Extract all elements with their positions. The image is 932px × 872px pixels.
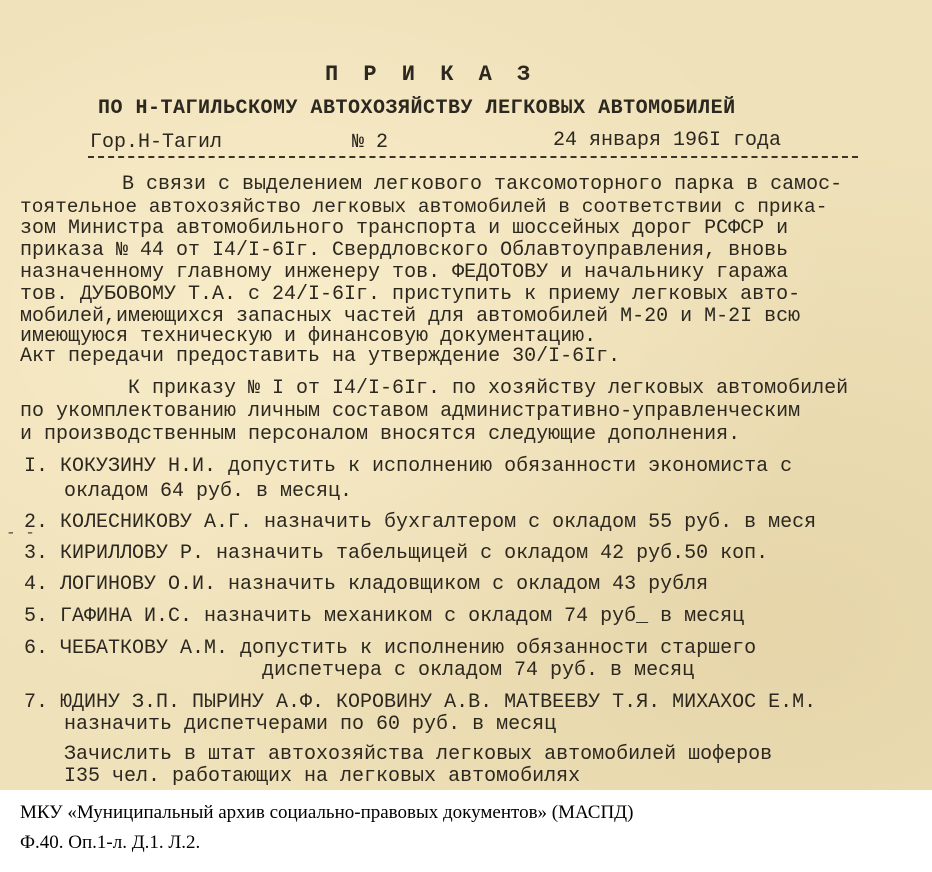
header-separator [88, 156, 858, 158]
para1-line: Акт передачи предоставить на утверждение 30/I-6Iг. [20, 345, 621, 368]
para1-line: приказа № 44 от I4/I-6Iг. Свердловского Облавтоуправления, вновь [20, 239, 789, 262]
para1-line: зом Министра автомобильного транспорта и шоссейных дорог РСФСР и [20, 217, 789, 240]
margin-mark: - - [6, 524, 35, 542]
para1-line: тоятельное автохозяйство легковых автомобилей в соответствии с прика- [20, 196, 828, 218]
para1-line: тов. ДУБОВОМУ Т.А. с 24/I-6Iг. приступить к приему легковых авто- [20, 283, 801, 306]
para2-line: и производственным персоналом вносятся следующие дополнения. [20, 423, 741, 446]
order-item-1-cont: окладом 64 руб. в месяц. [64, 480, 353, 503]
order-item-6-cont: диспетчера с окладом 74 руб. в месяц [262, 659, 695, 682]
order-item-6: 6. ЧЕБАТКОВУ А.М. допустить к исполнению обязанности старшего [24, 637, 757, 660]
order-item-3: 3. КИРИЛЛОВУ Р. назначить табельщицей с окладом 42 руб.50 коп. [24, 542, 769, 565]
para3-line: Зачислить в штат автохозяйства легковых автомобилей шоферов [64, 743, 773, 766]
para2-line: К приказу № I от I4/I-6Iг. по хозяйству легковых автомобилей [128, 377, 849, 400]
order-item-5: 5. ГАФИНА И.С. назначить механиком с окладом 74 руб_ в месяц [24, 605, 745, 628]
para1-line: назначенному главному инженеру тов. ФЕДОТОВУ и начальнику гаража [20, 261, 789, 284]
document-city: Гор.Н-Тагил [90, 131, 223, 154]
para1-line: В связи с выделением легкового таксомоторного парка в самос- [122, 173, 843, 196]
order-item-4: 4. ЛОГИНОВУ О.И. назначить кладовщиком с окладом 43 рубля [24, 573, 709, 596]
para2-line: по укомплектованию личным составом административно-управленческим [20, 400, 801, 423]
document-title: П Р И К А З [325, 62, 537, 87]
order-item-7-cont: назначить диспетчерами по 60 руб. в месяц [64, 713, 557, 736]
order-item-1: I. КОКУЗИНУ Н.И. допустить к исполнению обязанности экономиста с [24, 455, 793, 478]
archive-caption-line1: МКУ «Муниципальный архив социально-правовых документов» (МАСПД) [20, 802, 634, 823]
document-number: № 2 [352, 131, 389, 154]
order-item-2: 2. КОЛЕСНИКОВУ А.Г. назначить бухгалтером с окладом 55 руб. в меся [24, 511, 817, 534]
para1-line: мобилей,имеющихся запасных частей для автомобилей М-20 и М-2I всю [20, 305, 801, 328]
para3-line: I35 чел. работающих на легковых автомобилях [64, 765, 581, 788]
document-subtitle: ПО Н-ТАГИЛЬСКОМУ АВТОХОЗЯЙСТВУ ЛЕГКОВЫХ АВТОМОБИЛЕЙ [98, 97, 736, 120]
document-date: 24 января 196I года [553, 129, 782, 152]
order-item-7: 7. ЮДИНУ З.П. ПЫРИНУ А.Ф. КОРОВИНУ А.В. МАТВЕЕВУ Т.Я. МИХАХОС Е.М. [24, 691, 817, 714]
archive-caption-line2: Ф.40. Оп.1-л. Д.1. Л.2. [20, 832, 201, 853]
para1-line: имеющуюся техническую и финансовую документацию. [20, 325, 597, 348]
